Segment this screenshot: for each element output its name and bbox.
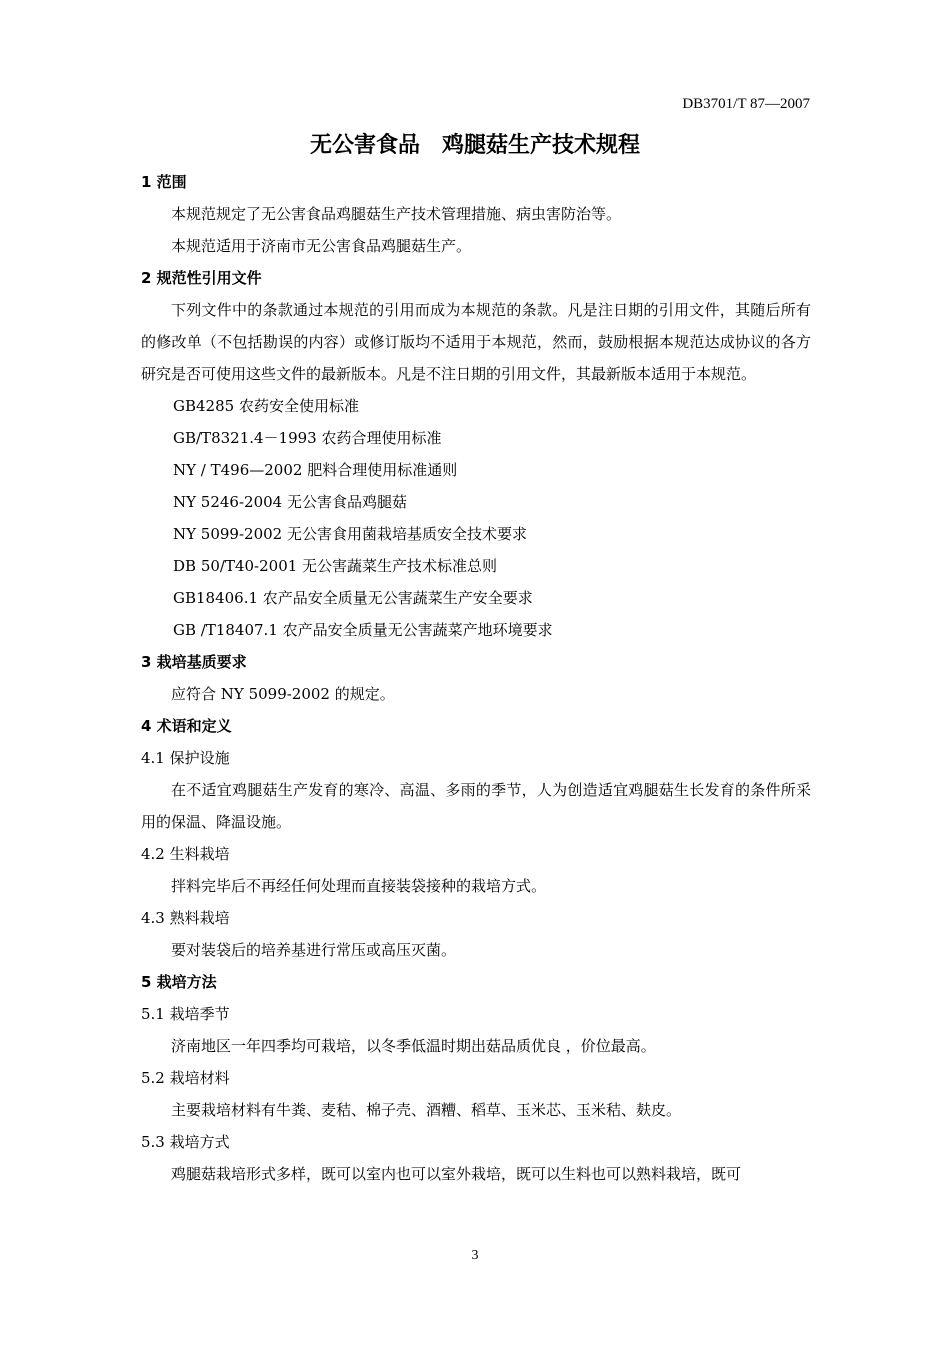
section-2-heading: 2 规范性引用文件 — [141, 269, 262, 287]
document-body — [141, 166, 811, 1190]
section-3-paragraph: 应符合 NY 5099-2002 的规定。 — [171, 685, 395, 703]
section-1-paragraph: 本规范适用于济南市无公害食品鸡腿菇生产。 — [171, 237, 472, 255]
reference-item: NY 5099-2002 无公害食用菌栽培基质安全技术要求 — [173, 525, 527, 543]
standard-code: DB3701/T 87—2007 — [682, 96, 810, 112]
subsection-paragraph: 要对装袋后的培养基进行常压或高压灭菌。 — [171, 941, 457, 959]
subsection-paragraph: 济南地区一年四季均可栽培，以冬季低温时期出菇品质优良 ，价位最高。 — [171, 1037, 656, 1055]
section-5-heading: 5 栽培方法 — [141, 973, 217, 991]
section-3-heading: 3 栽培基质要求 — [141, 653, 247, 671]
reference-item: GB4285 农药安全使用标准 — [173, 397, 359, 415]
section-1-heading: 1 范围 — [141, 173, 187, 191]
section-2-intro: 下列文件中的条款通过本规范的引用而成为本规范的条款。凡是注日期的引用文件，其随后所有的修改单（不包括勘误的内容）或修订版均不适用于本规范，然而，鼓励根据本规范达成协议的各方研究是否可使用这些文件的最新版本。凡是不注日期的引用文件，其最新版本适用于本规范。 — [141, 301, 811, 383]
subsection-heading: 4.2 生料栽培 — [141, 845, 230, 863]
reference-item: GB /T18407.1 农产品安全质量无公害蔬菜产地环境要求 — [173, 621, 553, 639]
subsection-heading: 5.2 栽培材料 — [141, 1069, 230, 1087]
subsection-heading: 5.1 栽培季节 — [141, 1005, 230, 1023]
subsection-heading: 4.1 保护设施 — [141, 749, 230, 767]
section-1-paragraph: 本规范规定了无公害食品鸡腿菇生产技术管理措施、病虫害防治等。 — [171, 205, 622, 223]
reference-item: GB18406.1 农产品安全质量无公害蔬菜生产安全要求 — [173, 589, 533, 607]
subsection-paragraph: 拌料完毕后不再经任何处理而直接装袋接种的栽培方式。 — [171, 877, 547, 895]
reference-item: NY 5246-2004 无公害食品鸡腿菇 — [173, 493, 407, 511]
subsection-paragraph: 在不适宜鸡腿菇生产发育的寒冷、高温、多雨的季节，人为创造适宜鸡腿菇生长发育的条件所采用的保温、降温设施。 — [141, 781, 811, 831]
section-4-heading: 4 术语和定义 — [141, 717, 232, 735]
page-number: 3 — [471, 1248, 479, 1263]
reference-item: DB 50/T40-2001 无公害蔬菜生产技术标准总则 — [173, 557, 498, 575]
subsection-heading: 4.3 熟料栽培 — [141, 909, 230, 927]
subsection-heading: 5.3 栽培方式 — [141, 1133, 230, 1151]
reference-item: GB/T8321.4－1993 农药合理使用标准 — [173, 429, 442, 447]
document-title: 无公害食品 鸡腿菇生产技术规程 — [309, 133, 640, 158]
subsection-paragraph: 鸡腿菇栽培形式多样，既可以室内也可以室外栽培，既可以生料也可以熟料栽培，既可 — [171, 1165, 742, 1183]
subsection-paragraph: 主要栽培材料有牛粪、麦秸、棉子壳、酒糟、稻草、玉米芯、玉米秸、麸皮。 — [171, 1101, 682, 1119]
reference-item: NY / T496—2002 肥料合理使用标准通则 — [173, 461, 458, 479]
